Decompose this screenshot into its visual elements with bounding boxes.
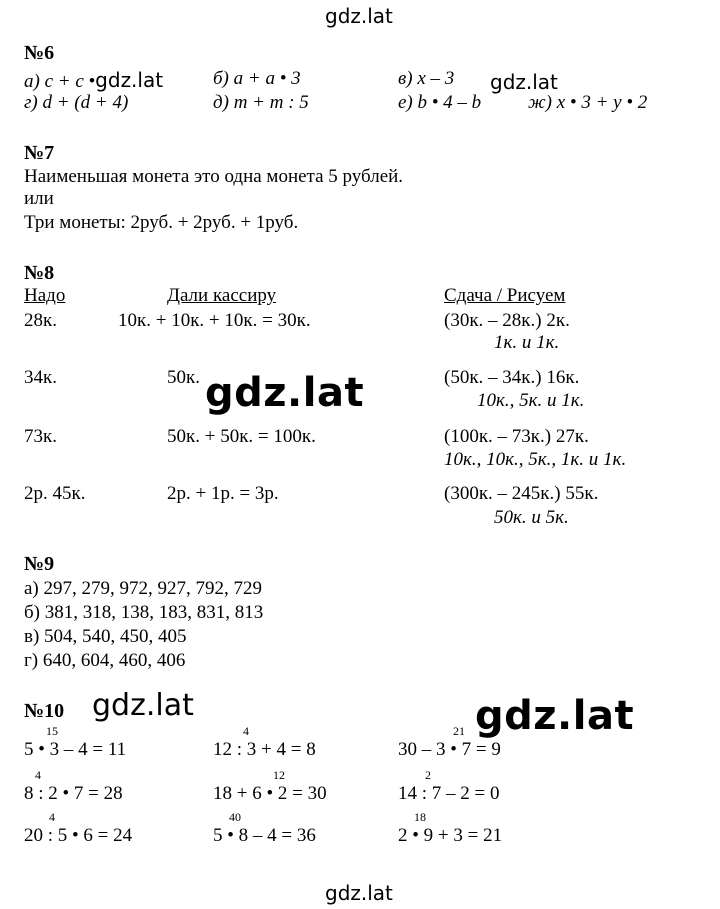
- watermark-task10: gdz.lat: [92, 688, 194, 723]
- task10-title: №10: [24, 700, 65, 722]
- task9-line: а) 297, 279, 972, 927, 792, 729: [24, 578, 263, 599]
- task8-need: 34к.: [24, 367, 57, 388]
- task10-intermediate: 12: [273, 768, 285, 782]
- task6-item-zh: ж) x • 3 + y • 2: [528, 92, 648, 113]
- task6-title: №6: [24, 42, 55, 64]
- task8-paid: 2р. + 1р. = 3р.: [167, 483, 279, 504]
- task10-expression: 5 • 3 – 4 = 11: [24, 739, 127, 760]
- task10-intermediate: 21: [453, 724, 465, 738]
- task10-expression: 5 • 8 – 4 = 36: [213, 825, 316, 846]
- task10-intermediate: 40: [229, 810, 241, 824]
- task10-intermediate: 4: [49, 810, 55, 824]
- task10-intermediate: 4: [243, 724, 249, 738]
- task10-intermediate: 18: [414, 810, 426, 824]
- task6-item-d: д) m + m : 5: [213, 92, 309, 113]
- task7-title: №7: [24, 142, 55, 164]
- task8-need: 2р. 45к.: [24, 483, 86, 504]
- task10-intermediate: 15: [46, 724, 58, 738]
- task9-title: №9: [24, 553, 55, 575]
- watermark-bottom: gdz.lat: [325, 881, 393, 905]
- task10-expression: 12 : 3 + 4 = 8: [213, 739, 316, 760]
- task8-paid: 10к. + 10к. + 10к. = 30к.: [118, 310, 311, 331]
- task9-line: г) 640, 604, 460, 406: [24, 650, 186, 671]
- task8-need: 73к.: [24, 426, 57, 447]
- task8-coins: 50к. и 5к.: [494, 507, 569, 528]
- task8-change: (50к. – 34к.) 16к.: [444, 367, 580, 388]
- task6-item-a: а) c + c •gdz.lat: [24, 68, 164, 92]
- watermark-center: gdz.lat: [205, 370, 365, 416]
- task10-expression: 30 – 3 • 7 = 9: [398, 739, 501, 760]
- task10-expression: 20 : 5 • 6 = 24: [24, 825, 133, 846]
- task10-expression: 14 : 7 – 2 = 0: [398, 783, 500, 804]
- task8-need: 28к.: [24, 310, 57, 331]
- task9-line: б) 381, 318, 138, 183, 831, 813: [24, 602, 264, 623]
- task8-coins: 10к., 10к., 5к., 1к. и 1к.: [444, 449, 627, 470]
- task8-title: №8: [24, 262, 55, 284]
- watermark-right: gdz.lat: [475, 693, 635, 739]
- task8-coins: 1к. и 1к.: [494, 332, 560, 353]
- task10-intermediate: 2: [425, 768, 431, 782]
- task7-line: Три монеты: 2руб. + 2руб. + 1руб.: [24, 212, 299, 233]
- task8-coins: 10к., 5к. и 1к.: [477, 390, 585, 411]
- task7-line: Наименьшая монета это одна монета 5 рублей.: [24, 166, 404, 187]
- task10-expression: 8 : 2 • 7 = 28: [24, 783, 123, 804]
- task8-header-need: Надо: [24, 285, 66, 306]
- task6-item-g: г) d + (d + 4): [24, 92, 129, 113]
- task10-expression: 2 • 9 + 3 = 21: [398, 825, 503, 846]
- task8-paid: 50к.: [167, 367, 200, 388]
- task6-item-b: б) a + a • 3: [213, 68, 301, 89]
- task6-item-e: е) b • 4 – b: [398, 92, 482, 113]
- watermark-task6: gdz.lat: [490, 70, 558, 94]
- task8-paid: 50к. + 50к. = 100к.: [167, 426, 316, 447]
- task9-line: в) 504, 540, 450, 405: [24, 626, 187, 647]
- task7-line: или: [24, 188, 54, 209]
- task10-intermediate: 4: [35, 768, 41, 782]
- task8-change: (300к. – 245к.) 55к.: [444, 483, 599, 504]
- task10-expression: 18 + 6 • 2 = 30: [213, 783, 327, 804]
- task8-change: (100к. – 73к.) 27к.: [444, 426, 589, 447]
- task8-header-change: Сдача / Рисуем: [444, 285, 566, 306]
- task6-item-v: в) x – 3: [398, 68, 455, 89]
- watermark-top: gdz.lat: [325, 4, 393, 28]
- task8-header-paid: Дали кассиру: [167, 285, 277, 306]
- task8-change: (30к. – 28к.) 2к.: [444, 310, 570, 331]
